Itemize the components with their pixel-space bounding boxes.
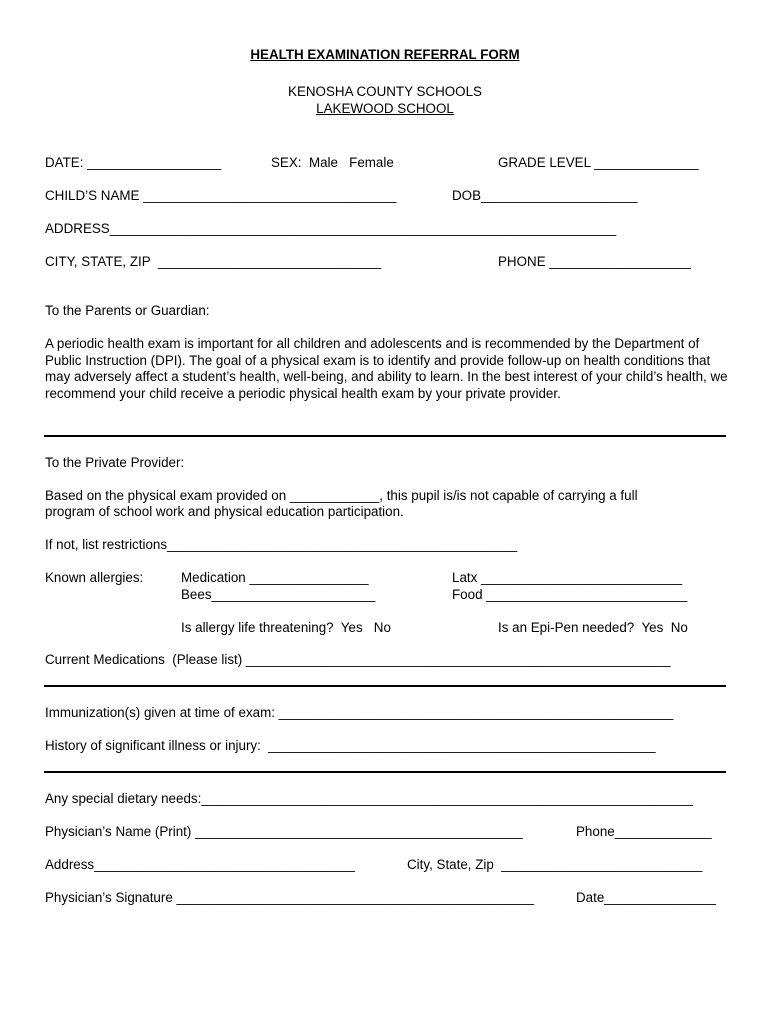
epipen-needed-field[interactable]: Is an Epi-Pen needed? Yes No bbox=[498, 620, 688, 635]
capability-statement[interactable]: Based on the physical exam provided on ____________, this pupil is/is not capable of carrying a full bbox=[45, 488, 638, 503]
city-state-zip-field[interactable]: CITY, STATE, ZIP ______________________________ bbox=[45, 254, 382, 269]
immunizations-field[interactable]: Immunization(s) given at time of exam: _____________________________________________________ bbox=[45, 705, 674, 720]
known-allergies-label: Known allergies: bbox=[45, 570, 144, 585]
section-divider bbox=[44, 435, 726, 437]
child-name-field[interactable]: CHILD’S NAME __________________________________ bbox=[45, 188, 397, 203]
illness-history-field[interactable]: History of significant illness or injury: ____________________________________________________ bbox=[45, 738, 656, 753]
restrictions-field[interactable]: If not, list restrictions_______________________________________________ bbox=[45, 537, 518, 552]
physician-address-field[interactable]: Address___________________________________ bbox=[45, 857, 355, 872]
food-allergy-field[interactable]: Food ___________________________ bbox=[452, 587, 688, 602]
medication-allergy-field[interactable]: Medication ________________ bbox=[181, 570, 369, 585]
school-name: LAKEWOOD SCHOOL bbox=[316, 101, 454, 116]
dob-field[interactable]: DOB_____________________ bbox=[452, 188, 638, 203]
signature-date-field[interactable]: Date_______________ bbox=[576, 890, 716, 905]
form-title: HEALTH EXAMINATION REFERRAL FORM bbox=[250, 47, 520, 62]
provider-greeting: To the Private Provider: bbox=[45, 455, 185, 470]
physician-city-field[interactable]: City, State, Zip ___________________________ bbox=[407, 857, 703, 872]
physician-signature-field[interactable]: Physician’s Signature ________________________________________________ bbox=[45, 890, 534, 905]
section-divider bbox=[44, 771, 726, 773]
sex-field[interactable]: SEX: Male Female bbox=[271, 155, 394, 170]
bees-allergy-field[interactable]: Bees______________________ bbox=[181, 587, 376, 602]
district-name: KENOSHA COUNTY SCHOOLS bbox=[288, 84, 482, 99]
grade-level-field[interactable]: GRADE LEVEL ______________ bbox=[498, 155, 699, 170]
parents-body: A periodic health exam is important for all children and adolescents and is recommended by the Department of Public Instruction (DPI). The goal of a physical exam is to identify and provide follow-up on health conditions that may adversely affect a student’s health, well-being, and ability to learn. In the best interest of your child’s health, we recommend your child receive a periodic physical health exam by your private provider. bbox=[45, 336, 728, 401]
address-field[interactable]: ADDRESS____________________________________________________________________ bbox=[45, 221, 617, 236]
physician-phone-field[interactable]: Phone_____________ bbox=[576, 824, 712, 839]
dietary-needs-field[interactable]: Any special dietary needs:__________________________________________________________________ bbox=[45, 791, 693, 806]
latex-allergy-field[interactable]: Latx ___________________________ bbox=[452, 570, 683, 585]
capability-statement-cont: program of school work and physical education participation. bbox=[45, 504, 404, 519]
section-divider bbox=[44, 685, 726, 687]
parents-greeting: To the Parents or Guardian: bbox=[45, 303, 210, 318]
current-medications-field[interactable]: Current Medications (Please list) _________________________________________________________ bbox=[45, 652, 671, 667]
allergy-life-threatening-field[interactable]: Is allergy life threatening? Yes No bbox=[181, 620, 391, 635]
phone-field[interactable]: PHONE ___________________ bbox=[498, 254, 691, 269]
physician-name-field[interactable]: Physician’s Name (Print) ____________________________________________ bbox=[45, 824, 523, 839]
date-field[interactable]: DATE: __________________ bbox=[45, 155, 222, 170]
